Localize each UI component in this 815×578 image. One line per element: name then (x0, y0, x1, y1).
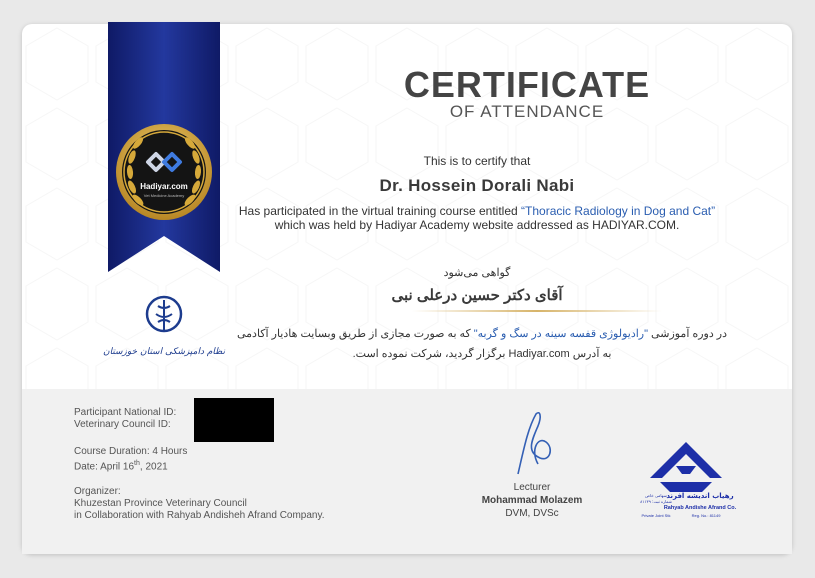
course-details (74, 446, 187, 473)
persian-paragraph (232, 324, 732, 364)
name-underline (412, 310, 662, 312)
date-sup: th (134, 460, 140, 467)
persian-certify-text: گواهی می‌شود (443, 267, 511, 279)
vet-council-logo (102, 292, 226, 364)
certificate-card (22, 24, 792, 554)
company-en-sub2: Reg. No.: 81149 (691, 513, 721, 518)
persian-line2: به آدرس Hadiyar.com برگزار گردید، شرکت نموده است. (352, 348, 612, 360)
certificate-title: CERTIFICATE (403, 64, 651, 105)
council-id-label: Veterinary Council ID: (74, 419, 171, 430)
certify-text: This is to certify that (423, 154, 531, 168)
company-en-sub1: Private Joint Stk (641, 513, 671, 518)
company-fa-sub1: سهامی خاص (645, 493, 667, 498)
badge-brand: Hadiyar.com (140, 182, 188, 191)
id-labels (74, 407, 176, 431)
vet-council-caption: نظام دامپزشکی استان خوزستان (102, 347, 226, 357)
lecturer-label: Lecturer (513, 482, 551, 493)
national-id-label: Participant National ID: (74, 407, 177, 418)
date-suffix: , 2021 (139, 461, 168, 473)
recipient-name: Dr. Hossein Dorali Nabi (379, 176, 575, 195)
lecturer-degree: DVM, DVSc (505, 508, 559, 519)
persian-line1-prefix: در دوره آموزشی (648, 328, 727, 340)
persian-line1-suffix: که به صورت مجازی از طریق وبسایت هادیار آکادمی (236, 328, 474, 340)
badge-tagline: Vet Medicine Academy (143, 193, 185, 198)
organizer-line2: in Collaboration with Rahyab Andisheh Afrand Company. (74, 510, 325, 521)
redacted-ids (194, 398, 274, 442)
participation-prefix: Has participated in the virtual training course entitled (238, 204, 522, 218)
organizer-label: Organizer: (74, 486, 121, 497)
ribbon-badge (108, 22, 220, 272)
date-prefix: Date: April 16 (74, 461, 135, 473)
course-date (74, 458, 187, 473)
participation-line2: which was held by Hadiyar Academy website addressed as HADIYAR.COM. (274, 218, 680, 232)
company-name-fa: رهیاب اندیشه افرند (666, 492, 734, 500)
persian-course-title: "رادیولوژی قفسه سینه در سگ و گربه" (473, 328, 648, 340)
company-fa-sub2: شماره ثبت: ۸۱۱۳۹ (640, 499, 672, 504)
rahyab-company-logo (630, 442, 742, 522)
company-name-en: Rahyab Andishe Afrand Co. (663, 505, 737, 511)
course-duration: Course Duration: 4 Hours (74, 446, 188, 457)
participation-text (147, 204, 807, 232)
lecturer-name: Mohammad Molazem (481, 495, 583, 506)
lecturer-signature (510, 408, 560, 480)
certificate-subtitle: OF ATTENDANCE (449, 102, 605, 121)
persian-recipient-name: آقای دکتر حسین درعلی نبی (391, 287, 563, 304)
course-title: “Thoracic Radiology in Dog and Cat” (521, 204, 716, 218)
organizer-block (74, 486, 325, 522)
organizer-line1: Khuzestan Province Veterinary Council (74, 498, 247, 509)
